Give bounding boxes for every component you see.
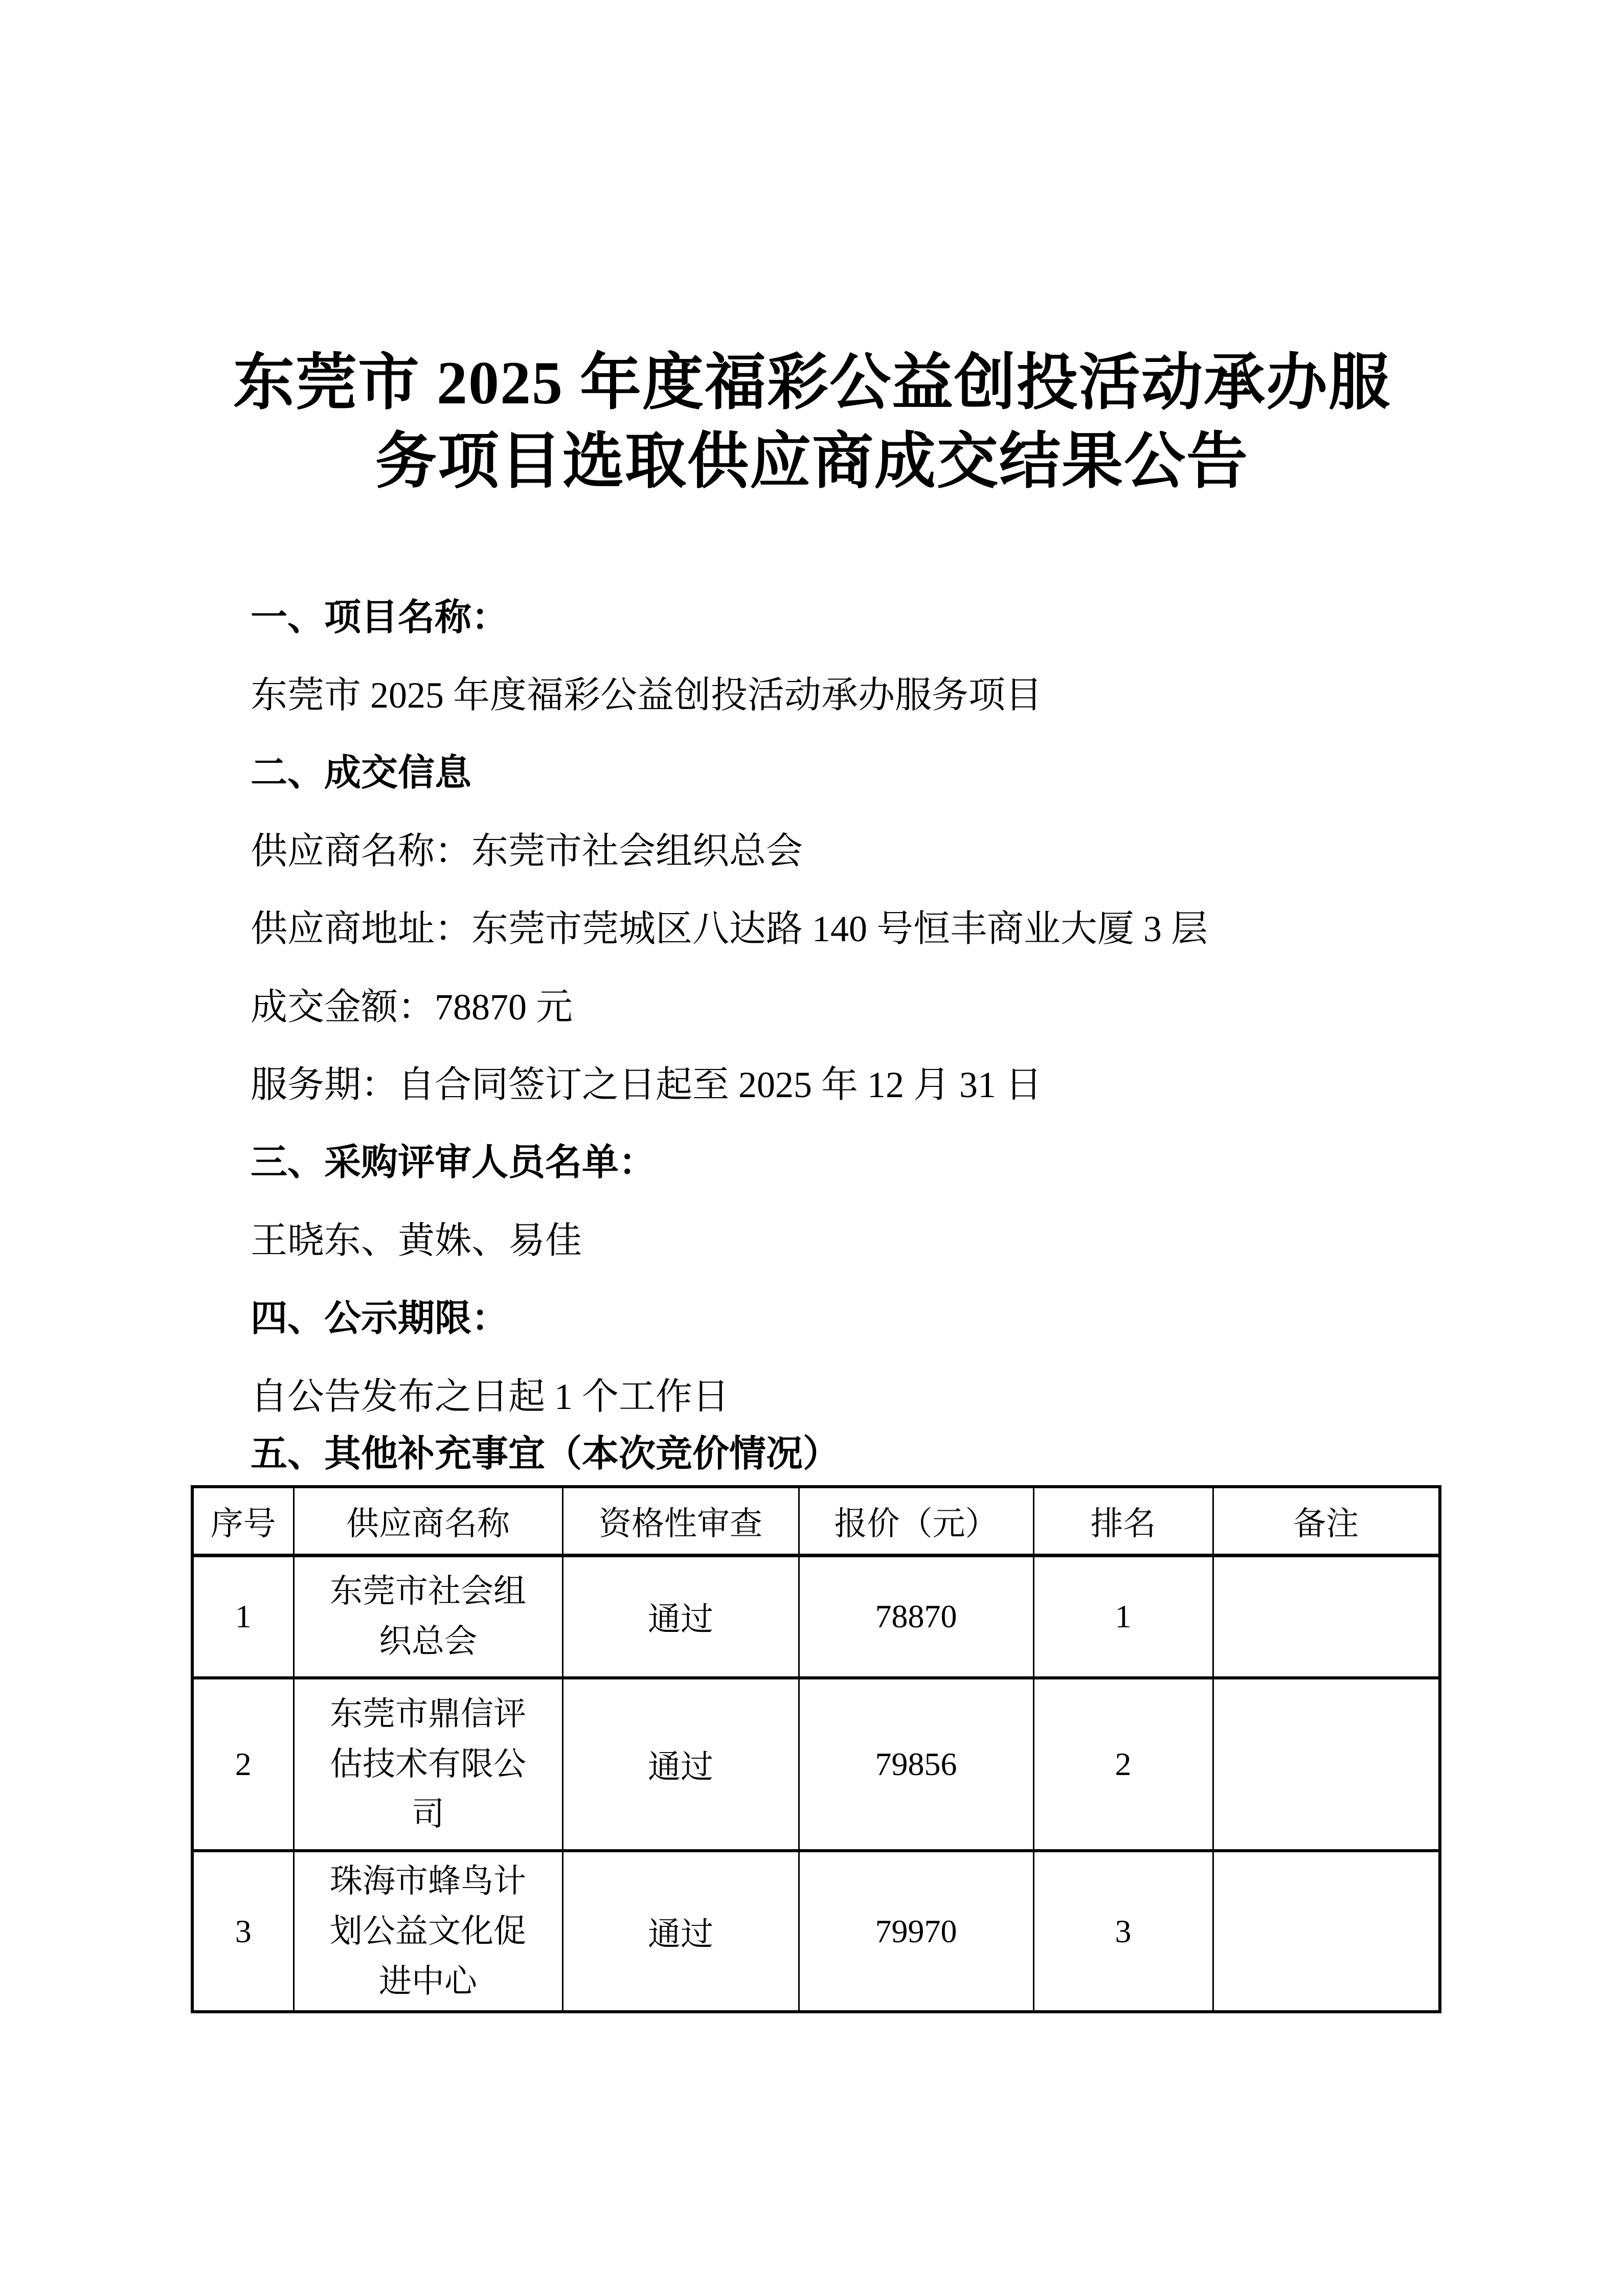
section-heading-deal-info: 二、成交信息 bbox=[251, 753, 472, 793]
supplier-name-line: 供应商名称：东莞市社会组织总会 bbox=[251, 831, 803, 872]
review-panel-names: 王晓东、黄姝、易佳 bbox=[251, 1220, 582, 1261]
cell-no: 3 bbox=[192, 1851, 294, 2012]
supplier-name-text: 东莞市鼎信评估技术有限公司 bbox=[330, 1696, 526, 1832]
section-heading-review-panel: 三、采购评审人员名单： bbox=[251, 1142, 656, 1183]
supplier-name-text: 东莞市社会组织总会 bbox=[330, 1573, 526, 1660]
cell-qualification: 通过 bbox=[562, 1555, 799, 1678]
cell-price: 79970 bbox=[799, 1851, 1033, 2012]
col-header-remark: 备注 bbox=[1213, 1487, 1440, 1555]
cell-no: 1 bbox=[192, 1555, 294, 1678]
cell-supplier bbox=[294, 1555, 562, 1678]
table-row bbox=[192, 1555, 1440, 1678]
cell-qualification: 通过 bbox=[562, 1851, 799, 2012]
deal-amount-line: 成交金额：78870 元 bbox=[251, 987, 573, 1028]
document-title-line1: 东莞市 2025 年度福彩公益创投活动承办服 bbox=[233, 349, 1391, 417]
col-header-qualification: 资格性审查 bbox=[562, 1487, 799, 1555]
section-heading-supplement: 五、其他补充事宜（本次竞价情况） bbox=[251, 1434, 840, 1474]
col-header-supplier: 供应商名称 bbox=[294, 1487, 562, 1555]
project-name-text: 东莞市 2025 年度福彩公益创投活动承办服务项目 bbox=[251, 675, 1043, 716]
cell-supplier bbox=[294, 1678, 562, 1851]
supplier-address-line: 供应商地址：东莞市莞城区八达路 140 号恒丰商业大厦 3 层 bbox=[251, 908, 1208, 949]
document-title-line2: 务项目选取供应商成交结果公告 bbox=[375, 427, 1249, 495]
bid-table-header-row bbox=[192, 1487, 1440, 1555]
table-row bbox=[192, 1851, 1440, 2012]
cell-remark bbox=[1213, 1678, 1440, 1851]
col-header-no: 序号 bbox=[192, 1487, 294, 1555]
cell-price: 79856 bbox=[799, 1678, 1033, 1851]
cell-price: 78870 bbox=[799, 1555, 1033, 1678]
section-heading-project-name: 一、项目名称： bbox=[251, 597, 509, 638]
bid-table bbox=[191, 1485, 1441, 2013]
supplier-name-text: 珠海市蜂鸟计划公益文化促进中心 bbox=[330, 1862, 526, 1999]
cell-supplier bbox=[294, 1851, 562, 2012]
cell-qualification: 通过 bbox=[562, 1678, 799, 1851]
cell-remark bbox=[1213, 1555, 1440, 1678]
cell-rank: 2 bbox=[1033, 1678, 1213, 1851]
document-title bbox=[0, 344, 1624, 501]
cell-rank: 3 bbox=[1033, 1851, 1213, 2012]
col-header-rank: 排名 bbox=[1033, 1487, 1213, 1555]
cell-remark bbox=[1213, 1851, 1440, 2012]
cell-no: 2 bbox=[192, 1678, 294, 1851]
table-row bbox=[192, 1678, 1440, 1851]
section-heading-publicity-period: 四、公示期限： bbox=[251, 1298, 509, 1339]
publicity-period-text: 自公告发布之日起 1 个工作日 bbox=[251, 1376, 730, 1417]
col-header-price: 报价（元） bbox=[799, 1487, 1033, 1555]
service-period-line: 服务期：自合同签订之日起至 2025 年 12 月 31 日 bbox=[251, 1064, 1043, 1105]
cell-rank: 1 bbox=[1033, 1555, 1213, 1678]
